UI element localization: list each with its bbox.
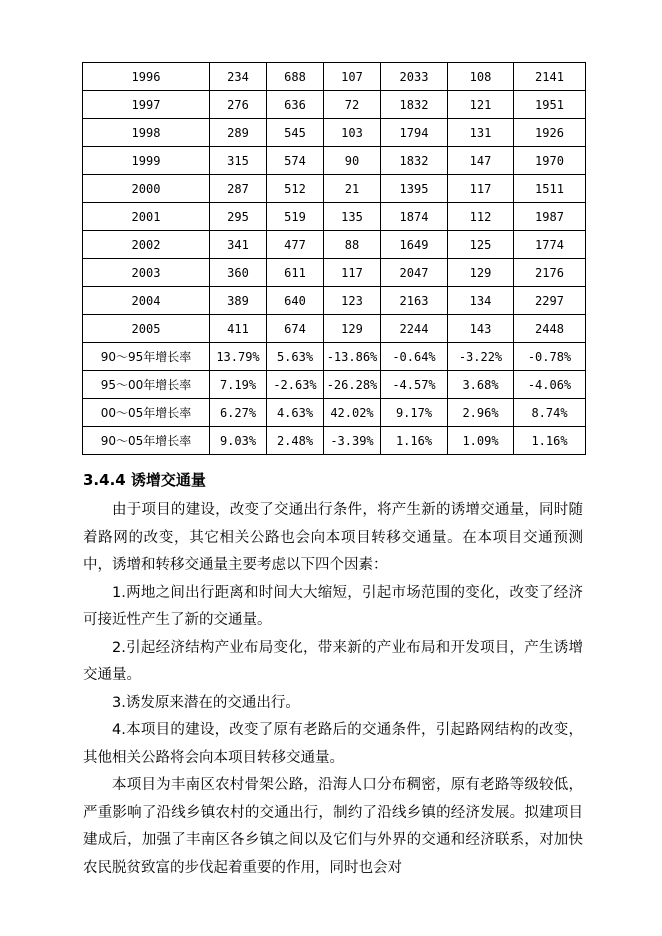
table-cell: 2033 [381,63,448,91]
row-label-cell: 95～00年增长率 [83,371,210,399]
table-row [83,63,586,91]
table-body [83,63,586,455]
table-cell: 8.74% [514,399,586,427]
table-cell: 5.63% [267,343,324,371]
table-cell: 147 [448,147,514,175]
table-cell: 108 [448,63,514,91]
table-cell: 1951 [514,91,586,119]
table-cell: -2.63% [267,371,324,399]
table-cell: 389 [210,287,267,315]
table-row [83,231,586,259]
table-cell: 103 [324,119,381,147]
table-row [83,343,586,371]
table-cell: 1832 [381,91,448,119]
table-cell: 276 [210,91,267,119]
table-cell: -0.64% [381,343,448,371]
table-cell: 315 [210,147,267,175]
table-cell: 123 [324,287,381,315]
table-row [83,203,586,231]
table-cell: 295 [210,203,267,231]
table-cell: 131 [448,119,514,147]
row-label-cell: 2001 [83,203,210,231]
table-cell: 3.68% [448,371,514,399]
table-cell: 2141 [514,63,586,91]
table-cell: 4.63% [267,399,324,427]
row-label-cell: 1998 [83,119,210,147]
table-cell: 477 [267,231,324,259]
table-cell: 143 [448,315,514,343]
table-row [83,427,586,455]
table-cell: -3.22% [448,343,514,371]
table-cell: 640 [267,287,324,315]
table-cell: 1794 [381,119,448,147]
table-cell: -13.86% [324,343,381,371]
table-cell: 234 [210,63,267,91]
row-label-cell: 2002 [83,231,210,259]
table-row [83,399,586,427]
table-cell: 2244 [381,315,448,343]
row-label-cell: 1997 [83,91,210,119]
table-cell: 9.03% [210,427,267,455]
table-cell: 90 [324,147,381,175]
row-label-cell: 90～95年增长率 [83,343,210,371]
table-cell: 1832 [381,147,448,175]
table-cell: 112 [448,203,514,231]
row-label-cell: 90～05年增长率 [83,427,210,455]
table-cell: 1.09% [448,427,514,455]
row-label-cell: 1996 [83,63,210,91]
table-cell: 2047 [381,259,448,287]
table-cell: 2163 [381,287,448,315]
table-cell: 636 [267,91,324,119]
table-row [83,315,586,343]
table-cell: 6.27% [210,399,267,427]
table-row [83,91,586,119]
table-row [83,259,586,287]
table-row [83,287,586,315]
table-cell: 107 [324,63,381,91]
paragraph-factor-4: 4.本项目的建设，改变了原有老路后的交通条件，引起路网结构的改变，其他相关公路将会向本项目转移交通量。 [83,722,583,766]
table-cell: 1.16% [514,427,586,455]
table-cell: 21 [324,175,381,203]
table-cell: 1874 [381,203,448,231]
table-row [83,175,586,203]
paragraph-factor-3: 3.诱发原来潜在的交通出行。 [112,694,300,711]
table-cell: 117 [448,175,514,203]
table-cell: 519 [267,203,324,231]
table-cell: 545 [267,119,324,147]
table-cell: -0.78% [514,343,586,371]
table-row [83,371,586,399]
table-cell: 88 [324,231,381,259]
table-cell: 125 [448,231,514,259]
table-cell: 611 [267,259,324,287]
row-label-cell: 2005 [83,315,210,343]
row-label-cell: 2004 [83,287,210,315]
table-cell: 42.02% [324,399,381,427]
table-cell: 129 [324,315,381,343]
table-cell: 7.19% [210,371,267,399]
row-label-cell: 2003 [83,259,210,287]
table-cell: 360 [210,259,267,287]
table-cell: 2297 [514,287,586,315]
table-cell: 341 [210,231,267,259]
table-cell: 2.96% [448,399,514,427]
traffic-volume-table [82,62,586,455]
table-cell: 117 [324,259,381,287]
row-label-cell: 00～05年增长率 [83,399,210,427]
table-cell: 1.16% [381,427,448,455]
table-cell: 2448 [514,315,586,343]
table-cell: 129 [448,259,514,287]
paragraph-intro: 由于项目的建设，改变了交通出行条件，将产生新的诱增交通量，同时随着路网的改变，其它相关公路也会向本项目转移交通量。在本项目交通预测中，诱增和转移交通量主要考虑以下四个因素： [83,502,583,573]
section-heading: 3.4.4 诱增交通量 [83,471,206,489]
table-cell: 574 [267,147,324,175]
paragraph-project-description: 本项目为丰南区农村骨架公路，沿海人口分布稠密，原有老路等级较低，严重影响了沿线乡镇农村的交通出行，制约了沿线乡镇的经济发展。拟建项目建成后，加强了丰南区各乡镇之间以及它们与外界的交通和经济联系，对加快农民脱贫致富的步伐起着重要的作用，同时也会对 [83,777,583,876]
table-cell: 289 [210,119,267,147]
table-cell: 1970 [514,147,586,175]
section-body [83,497,583,882]
table-cell: 2176 [514,259,586,287]
table-cell: 1395 [381,175,448,203]
table-cell: 411 [210,315,267,343]
table-cell: 1774 [514,231,586,259]
row-label-cell: 1999 [83,147,210,175]
table-cell: -26.28% [324,371,381,399]
table-cell: 287 [210,175,267,203]
table-cell: 72 [324,91,381,119]
table-cell: 1926 [514,119,586,147]
table-cell: -4.57% [381,371,448,399]
table-cell: 121 [448,91,514,119]
paragraph-factor-1: 1.两地之间出行距离和时间大大缩短，引起市场范围的变化，改变了经济可接近性产生了新的交通量。 [83,584,583,628]
paragraph-factor-2: 2.引起经济结构产业布局变化，带来新的产业布局和开发项目，产生诱增交通量。 [83,639,583,683]
table-cell: 9.17% [381,399,448,427]
table-cell: 134 [448,287,514,315]
table-cell: 1987 [514,203,586,231]
row-label-cell: 2000 [83,175,210,203]
table-cell: 688 [267,63,324,91]
table-cell: -4.06% [514,371,586,399]
table-cell: 1649 [381,231,448,259]
table-cell: -3.39% [324,427,381,455]
table-cell: 1511 [514,175,586,203]
table-cell: 674 [267,315,324,343]
table-cell: 512 [267,175,324,203]
table-row [83,119,586,147]
table-cell: 13.79% [210,343,267,371]
table-cell: 135 [324,203,381,231]
table-row [83,147,586,175]
table-cell: 2.48% [267,427,324,455]
